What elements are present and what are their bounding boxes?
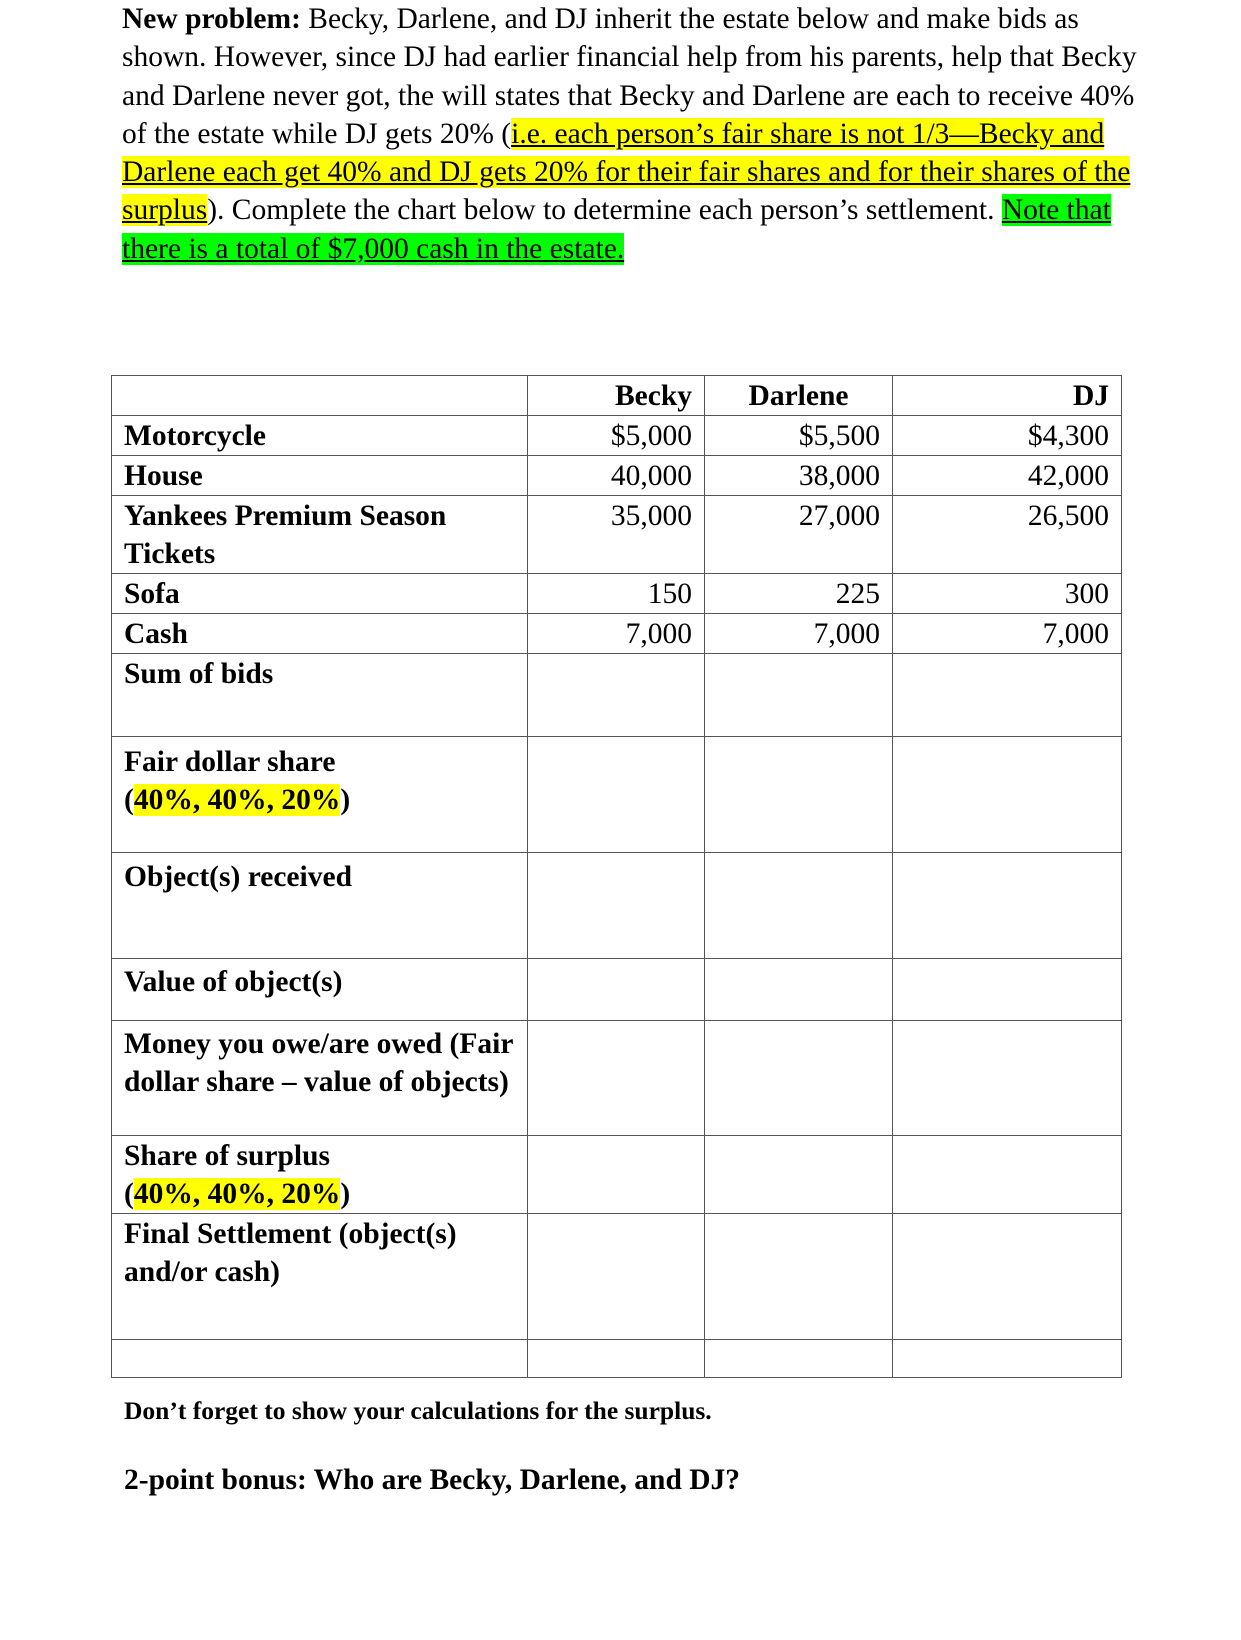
bonus-question: 2-point bonus: Who are Becky, Darlene, and DJ?	[124, 1464, 741, 1496]
table-row	[112, 1214, 1122, 1340]
row-label-money-owed: Money you owe/are owed (Fair dollar share – value of objects)	[112, 1021, 528, 1136]
header-row	[112, 376, 1122, 416]
answer-cell[interactable]	[893, 654, 1122, 737]
answer-cell[interactable]	[893, 959, 1122, 1021]
answer-cell[interactable]	[528, 959, 705, 1021]
bids-table	[111, 375, 1122, 1378]
answer-cell[interactable]	[528, 853, 705, 959]
row-label-yankees-tickets: Yankees Premium Season Tickets	[112, 496, 528, 574]
bid-cell: 7,000	[893, 614, 1122, 654]
bid-cell: 7,000	[528, 614, 705, 654]
answer-cell[interactable]	[528, 1021, 705, 1136]
answer-cell[interactable]	[893, 737, 1122, 853]
answer-cell[interactable]	[705, 1214, 893, 1340]
row-label-share-of-surplus: Share of surplus (40%, 40%, 20%)	[112, 1136, 528, 1214]
table-row	[112, 574, 1122, 614]
bid-cell: 42,000	[893, 456, 1122, 496]
blank-header	[112, 376, 528, 416]
answer-cell[interactable]	[528, 1136, 705, 1214]
row-label-cash: Cash	[112, 614, 528, 654]
answer-cell[interactable]	[528, 737, 705, 853]
row-label-objects-received: Object(s) received	[112, 853, 528, 959]
problem-lead: New problem:	[122, 3, 301, 35]
row-label-fair-share: Fair dollar share (40%, 40%, 20%)	[112, 737, 528, 853]
table-row	[112, 614, 1122, 654]
header-becky: Becky	[528, 376, 705, 416]
answer-cell[interactable]	[705, 853, 893, 959]
answer-cell[interactable]	[528, 654, 705, 737]
bid-cell: 26,500	[893, 496, 1122, 574]
table-row	[112, 496, 1122, 574]
answer-cell[interactable]	[705, 654, 893, 737]
bid-cell: 225	[705, 574, 893, 614]
row-label-house: House	[112, 456, 528, 496]
bid-cell: 38,000	[705, 456, 893, 496]
bid-cell: 150	[528, 574, 705, 614]
fair-share-label: Fair dollar share	[124, 746, 336, 778]
row-label-final-settlement: Final Settlement (object(s) and/or cash)	[112, 1214, 528, 1340]
answer-cell[interactable]	[705, 959, 893, 1021]
row-label-sofa: Sofa	[112, 574, 528, 614]
surplus-reminder: Don’t forget to show your calculations for the surplus.	[124, 1396, 712, 1425]
table-row	[112, 853, 1122, 959]
row-label-motorcycle: Motorcycle	[112, 416, 528, 456]
table-row	[112, 1021, 1122, 1136]
table-row	[112, 737, 1122, 853]
table-row	[112, 959, 1122, 1021]
answer-cell[interactable]	[705, 1136, 893, 1214]
answer-cell[interactable]	[893, 853, 1122, 959]
table-row	[112, 416, 1122, 456]
bid-cell: 300	[893, 574, 1122, 614]
fair-share-percentages: 40%, 40%, 20%	[133, 784, 341, 816]
table-row	[112, 1136, 1122, 1214]
answer-cell[interactable]	[893, 1340, 1122, 1378]
problem-statement	[122, 0, 1162, 268]
answer-cell[interactable]	[705, 1021, 893, 1136]
answer-cell[interactable]	[893, 1136, 1122, 1214]
header-dj: DJ	[893, 376, 1122, 416]
blank-cell	[112, 1340, 528, 1378]
green-highlight-text: Note that there is a total of $7,000 cash in the estate.	[122, 194, 1111, 265]
answer-cell[interactable]	[528, 1340, 705, 1378]
problem-text-2: ). Complete the chart below to determine each person’s settlement.	[207, 194, 1002, 227]
table-row	[112, 654, 1122, 737]
answer-cell[interactable]	[528, 1214, 705, 1340]
bid-cell: 35,000	[528, 496, 705, 574]
answer-cell[interactable]	[705, 737, 893, 853]
bid-cell: 40,000	[528, 456, 705, 496]
bid-cell: 7,000	[705, 614, 893, 654]
table-row	[112, 456, 1122, 496]
answer-cell[interactable]	[893, 1021, 1122, 1136]
yellow-highlight-text: i.e. each person’s fair share is not 1/3—Becky and Darlene each get 40% and DJ gets 20% for their fair shares and for their shares of the surplus	[122, 117, 1131, 227]
surplus-percentages: 40%, 40%, 20%	[133, 1178, 341, 1210]
table-row	[112, 1340, 1122, 1378]
surplus-label: Share of surplus	[124, 1140, 331, 1172]
answer-cell[interactable]	[705, 1340, 893, 1378]
row-label-value-of-objects: Value of object(s)	[112, 959, 528, 1021]
answer-cell[interactable]	[893, 1214, 1122, 1340]
bid-cell: $5,500	[705, 416, 893, 456]
bid-cell: 27,000	[705, 496, 893, 574]
bid-cell: $5,000	[528, 416, 705, 456]
header-darlene: Darlene	[705, 376, 893, 416]
problem-text-1: Becky, Darlene, and DJ inherit the estate below and make bids as shown. However, since DJ had earlier financial help from his parents, help that Becky and Darlene never got, the will states that Becky and Darlene are each to receive 40% of the estate while DJ gets 20% (	[122, 3, 1137, 150]
row-label-sum-of-bids: Sum of bids	[112, 654, 528, 737]
bid-cell: $4,300	[893, 416, 1122, 456]
